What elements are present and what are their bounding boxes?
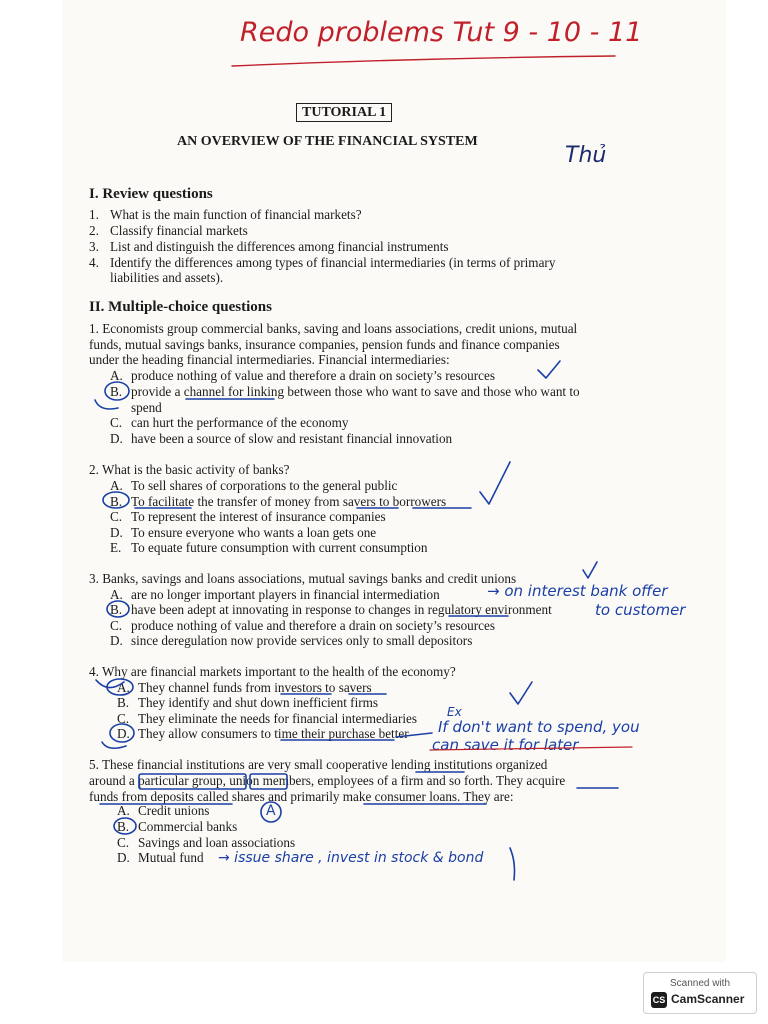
section1-item-4: 4. Identify the differences among types of financial intermediaries (in terms of primary [89, 255, 556, 270]
q5-option-a: A. Credit unions [117, 803, 210, 818]
q3-option-c: C. produce nothing of value and therefore a drain on society’s resources [110, 618, 495, 633]
q2-option-e: E. To equate future consumption with current consumption [110, 540, 428, 555]
q2-line-1: 2. What is the basic activity of banks? [89, 462, 290, 477]
section1-item-4-cont: liabilities and assets). [110, 270, 224, 285]
q3-note-1: → on interest bank offer [487, 582, 668, 600]
q4-note-1: If don't want to spend, you [438, 718, 640, 736]
q1-line-2: funds, mutual savings banks, insurance companies, pension funds and finance companies [89, 337, 560, 352]
q5-mutual-note: → issue share , invest in stock & bond [218, 850, 484, 866]
handwritten-header: Redo problems Tut 9 - 10 - 11 [240, 17, 643, 48]
section1-item-2: 2. Classify financial markets [89, 223, 248, 238]
q1-line-3: under the heading financial intermediaries. Financial intermediaries: [89, 352, 450, 367]
camscanner-logo-icon: CS [651, 992, 667, 1008]
q3-option-b: B. have been adept at innovating in response to changes in regulatory environment [110, 602, 552, 617]
q1-option-c: C. can hurt the performance of the economy [110, 415, 349, 430]
tutorial-label: TUTORIAL 1 [296, 103, 392, 122]
section2-heading: II. Multiple-choice questions [89, 299, 272, 315]
q4-option-d: D. They allow consumers to time their purchase better [117, 726, 409, 741]
q2-option-c: C. To represent the interest of insurance companies [110, 509, 386, 524]
q1-option-b-cont: spend [131, 400, 162, 415]
q5-line-2: around a particular group, union members, employees of a firm and so forth. They acquire [89, 773, 566, 788]
q5-option-b: B. Commercial banks [117, 819, 238, 834]
q1-option-b: B. provide a channel for linking between those who want to save and those who want to [110, 384, 580, 399]
q4-line-1: 4. Why are financial markets important to the health of the economy? [89, 664, 456, 679]
q2-option-b: B. To facilitate the transfer of money from savers to borrowers [110, 494, 447, 509]
q3-option-d: D. since deregulation now provide services only to small depositors [110, 633, 473, 648]
q5-option-d: D. Mutual fund [117, 850, 204, 865]
q5-answer-note: A [266, 803, 276, 819]
q3-option-a: A. are no longer important players in financial intermediation [110, 587, 440, 602]
section1-item-1: 1. What is the main function of financial markets? [89, 207, 362, 222]
scanner-text: Scanned with [669, 978, 731, 989]
q5-option-c: C. Savings and loan associations [117, 835, 296, 850]
q5-line-3: funds from deposits called shares and primarily make consumer loans. They are: [89, 789, 514, 804]
signature: Thủ [565, 143, 607, 168]
q1-option-d: D. have been a source of slow and resistant financial innovation [110, 431, 453, 446]
q4-note-2: can save it for later [432, 736, 579, 754]
q4-option-b: B. They identify and shut down inefficient firms [117, 695, 379, 710]
section1-item-3: 3. List and distinguish the differences among financial instruments [89, 239, 449, 254]
q5-line-1: 5. These financial institutions are very small cooperative lending institutions organized [89, 757, 548, 772]
q2-option-a: A. To sell shares of corporations to the general public [110, 478, 398, 493]
q1-option-a: A. produce nothing of value and therefore a drain on society’s resources [110, 368, 495, 383]
scanner-brand: CamScanner [671, 992, 745, 1006]
q3-line-1: 3. Banks, savings and loans associations, mutual savings banks and credit unions [89, 571, 517, 586]
scanner-badge [643, 972, 757, 1014]
q1-line-1: 1. Economists group commercial banks, saving and loans associations, credit unions, mutual [89, 321, 578, 336]
page-title: AN OVERVIEW OF THE FINANCIAL SYSTEM [177, 134, 478, 149]
section1-heading: I. Review questions [89, 186, 213, 202]
q4-option-a: A. They channel funds from investors to savers [117, 680, 372, 695]
q2-option-d: D. To ensure everyone who wants a loan gets one [110, 525, 377, 540]
q3-note-2: to customer [595, 601, 686, 619]
q4-option-c: C. They eliminate the needs for financial intermediaries [117, 711, 418, 726]
q4-note-ex: Ex [447, 705, 462, 719]
